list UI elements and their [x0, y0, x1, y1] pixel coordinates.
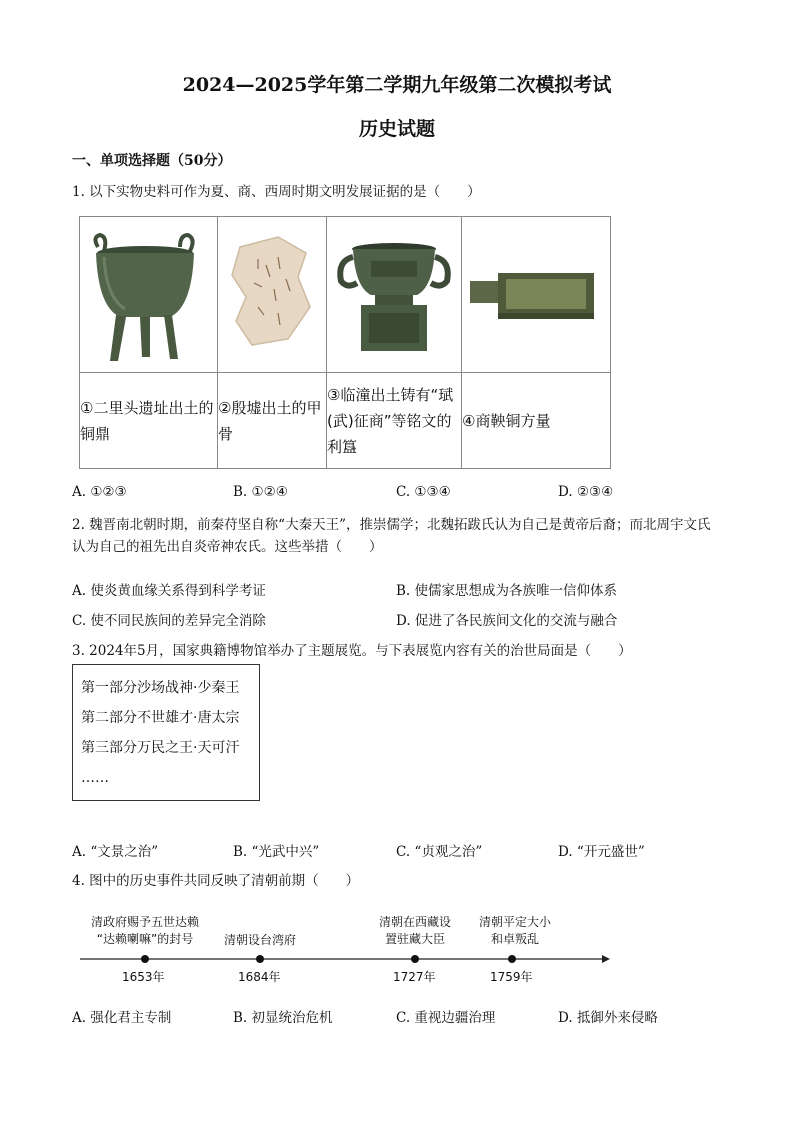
timeline-event-2: 清朝设台湾府	[223, 933, 296, 947]
timeline-event-1-line1: 清政府赐予五世达赖	[90, 915, 199, 929]
timeline-dot-1727	[411, 955, 419, 963]
q3-option-a: A. “文景之治”	[72, 844, 159, 860]
q4-option-a: A. 强化君主专制	[72, 1010, 172, 1026]
artifact-caption-4: ④商鞅铜方量	[462, 373, 611, 469]
artifact-table	[79, 216, 611, 469]
timeline-event-1	[80, 914, 210, 948]
timeline-event-4-line2: 和卓叛乱	[490, 932, 539, 946]
artifact-image-shang-yang-measure	[462, 217, 611, 373]
q2-option-d: D. 促进了各民族间文化的交流与融合	[396, 613, 618, 629]
timeline-year-1759: 1759年	[490, 970, 533, 984]
question-3-stem: 3. 2024年5月，国家典籍博物馆举办了主题展览。与下表展览内容有关的治世局面是（ ）	[72, 643, 632, 659]
artifact-image-ding	[80, 217, 218, 373]
timeline-year-1653: 1653年	[122, 970, 165, 984]
timeline-dot-1653	[141, 955, 149, 963]
artifact-caption-3: ③临潼出土铸有“珷(武)征商”等铭文的利簋	[327, 373, 462, 469]
timeline-event-3-line1: 清朝在西藏设	[378, 915, 451, 929]
q3-option-d: D. “开元盛世”	[558, 844, 645, 860]
artifact-image-oracle-bone	[218, 217, 327, 373]
exam-title: 2024—2025学年第二学期九年级第二次模拟考试	[182, 74, 612, 96]
q4-option-b: B. 初显统治危机	[233, 1010, 333, 1026]
timeline-year-1727: 1727年	[393, 970, 436, 984]
exhibition-part-2: 第二部分不世雄才·唐太宗	[81, 710, 240, 726]
exam-subtitle: 历史试题	[358, 118, 435, 140]
timeline	[80, 908, 610, 988]
artifact-caption-2: ②殷墟出土的甲骨	[218, 373, 327, 469]
timeline-year-1684: 1684年	[238, 970, 281, 984]
section-heading: 一、单项选择题（50分）	[72, 153, 232, 169]
exhibition-box	[72, 664, 260, 801]
q2-option-a: A. 使炎黄血缘关系得到科学考证	[72, 583, 266, 599]
exhibition-ellipsis: ……	[81, 770, 109, 786]
q1-option-c: C. ①③④	[396, 484, 451, 500]
q4-option-c: C. 重视边疆治理	[396, 1010, 496, 1026]
timeline-event-3-line2: 置驻藏大臣	[384, 932, 445, 946]
timeline-event-3	[370, 914, 460, 948]
artifact-image-li-gui	[327, 217, 462, 373]
exhibition-part-1: 第一部分沙场战神·少秦王	[81, 680, 240, 696]
timeline-event-1-line2: “达赖喇嘛”的封号	[96, 932, 194, 946]
q2-option-b: B. 使儒家思想成为各族唯一信仰体系	[396, 583, 618, 599]
question-1-stem: 1. 以下实物史料可作为夏、商、西周时期文明发展证据的是（ ）	[72, 184, 481, 200]
q4-option-d: D. 抵御外来侵略	[558, 1010, 658, 1026]
exhibition-part-3: 第三部分万民之王·天可汗	[81, 740, 240, 756]
question-4-stem: 4. 图中的历史事件共同反映了清朝前期（ ）	[72, 873, 360, 889]
timeline-dot-1684	[256, 955, 264, 963]
timeline-event-4-line1: 清朝平定大小	[478, 915, 551, 929]
artifact-caption-1: ①二里头遗址出土的铜鼎	[80, 373, 218, 469]
q3-option-b: B. “光武中兴”	[233, 844, 320, 860]
timeline-dot-1759	[508, 955, 516, 963]
q2-option-c: C. 使不同民族间的差异完全消除	[72, 613, 266, 629]
q3-option-c: C. “贞观之治”	[396, 844, 483, 860]
timeline-event-4	[470, 914, 560, 948]
q1-option-d: D. ②③④	[558, 484, 614, 500]
q1-option-a: A. ①②③	[72, 484, 127, 500]
question-2-stem: 2. 魏晋南北朝时期，前秦苻坚自称“大秦天王”，推崇儒学；北魏拓跋氏认为自己是黄帝后裔；而北周宇文氏认为自己的祖先出自炎帝神农氏。这些举措（ ）	[72, 517, 711, 555]
q1-option-b: B. ①②④	[233, 484, 288, 500]
